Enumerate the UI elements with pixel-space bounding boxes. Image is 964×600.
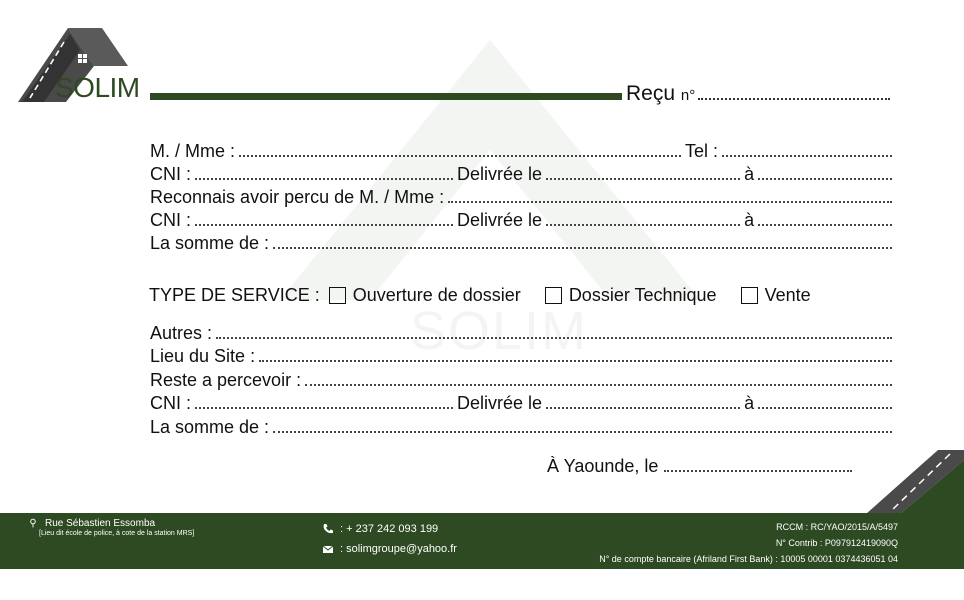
- envelope-icon: [322, 543, 334, 555]
- delivree3-field[interactable]: [546, 407, 740, 409]
- a2-label: à: [744, 210, 755, 230]
- footer-contact: [322, 519, 457, 559]
- rccm-text: RCCM : RC/YAO/2015/A/5497: [776, 522, 898, 532]
- cni2-label: CNI :: [150, 210, 192, 230]
- form-row-cni-2: [150, 209, 896, 231]
- service-option-label: Vente: [764, 285, 811, 305]
- reste-field[interactable]: [305, 384, 892, 386]
- a-field[interactable]: [758, 178, 892, 180]
- address-text: Rue Sébastien Essomba: [45, 518, 156, 529]
- lieu-field[interactable]: [259, 360, 892, 362]
- delivree-label: Delivrée le: [457, 164, 543, 184]
- checkbox-vente[interactable]: [741, 287, 758, 304]
- checkbox-ouverture[interactable]: [329, 287, 346, 304]
- bank-text: N° de compte bancaire (Afriland First Bank) : 10005 00001 0374436051 04: [599, 554, 898, 564]
- header-bar: [150, 93, 622, 100]
- place-label: À Yaounde, le: [547, 456, 659, 476]
- receipt-number-label: n°: [680, 87, 696, 104]
- footer-address: [27, 518, 194, 537]
- form-row-reconnais: [150, 186, 896, 208]
- brand-name: SOLIM: [55, 72, 140, 103]
- reconnais-field[interactable]: [448, 201, 892, 203]
- delivree-field[interactable]: [546, 178, 740, 180]
- form-row-reste: [150, 369, 896, 391]
- cni3-field[interactable]: [195, 407, 453, 409]
- service-option-vente[interactable]: [741, 285, 811, 306]
- tel-label: Tel :: [684, 141, 718, 161]
- service-option-label: Dossier Technique: [568, 285, 717, 305]
- email-text[interactable]: : solimgroupe@yahoo.fr: [340, 543, 457, 555]
- reconnais-label: Reconnais avoir percu de M. / Mme :: [150, 187, 445, 207]
- checkbox-technique[interactable]: [545, 287, 562, 304]
- reste-label: Reste a percevoir :: [150, 370, 302, 390]
- a2-field[interactable]: [758, 224, 892, 226]
- form-row-mme: [150, 140, 896, 162]
- footer: [0, 513, 964, 569]
- form-row-somme-2: [150, 416, 896, 438]
- mme-field[interactable]: [239, 155, 681, 157]
- address-note: [Lieu dit école de police, à cote de la station MRS]: [39, 530, 195, 537]
- somme-label: La somme de :: [150, 233, 270, 253]
- phone-icon: [322, 523, 334, 535]
- autres-field[interactable]: [216, 337, 892, 339]
- phone-text[interactable]: : + 237 242 093 199: [340, 523, 439, 535]
- form-row-somme: [150, 232, 896, 254]
- somme2-label: La somme de :: [150, 417, 270, 437]
- place-date-row: [547, 456, 856, 477]
- cni2-field[interactable]: [195, 224, 453, 226]
- form-row-cni: [150, 163, 896, 185]
- service-title: TYPE DE SERVICE :: [149, 285, 320, 305]
- tel-field[interactable]: [722, 155, 892, 157]
- service-option-ouverture[interactable]: [329, 285, 521, 306]
- footer-legal: [599, 519, 898, 567]
- road-decoration: [866, 450, 964, 514]
- service-option-label: Ouverture de dossier: [352, 285, 521, 305]
- mme-label: M. / Mme :: [150, 141, 235, 161]
- delivree2-label: Delivrée le: [457, 210, 543, 230]
- receipt-label: Reçu: [626, 82, 676, 105]
- autres-label: Autres :: [150, 323, 213, 343]
- a3-label: à: [744, 393, 755, 413]
- contrib-text: N° Contrib : P097912419090Q: [775, 538, 898, 548]
- delivree2-field[interactable]: [546, 224, 740, 226]
- form-row-cni-3: [150, 392, 896, 414]
- cni3-label: CNI :: [150, 393, 192, 413]
- receipt-number: [626, 82, 890, 106]
- location-pin-icon: ⚲: [29, 518, 37, 529]
- receipt-number-field[interactable]: [698, 98, 890, 100]
- cni-label: CNI :: [150, 164, 192, 184]
- form-row-autres: [150, 322, 896, 344]
- form-row-lieu: [150, 345, 896, 367]
- lieu-label: Lieu du Site :: [150, 346, 256, 366]
- a3-field[interactable]: [758, 407, 892, 409]
- delivree3-label: Delivrée le: [457, 393, 543, 413]
- service-type-row: [149, 285, 835, 306]
- date-field[interactable]: [664, 470, 852, 472]
- a-label: à: [744, 164, 755, 184]
- somme2-field[interactable]: [273, 431, 892, 433]
- service-option-technique[interactable]: [545, 285, 717, 306]
- cni-field[interactable]: [195, 178, 453, 180]
- somme-field[interactable]: [273, 247, 892, 249]
